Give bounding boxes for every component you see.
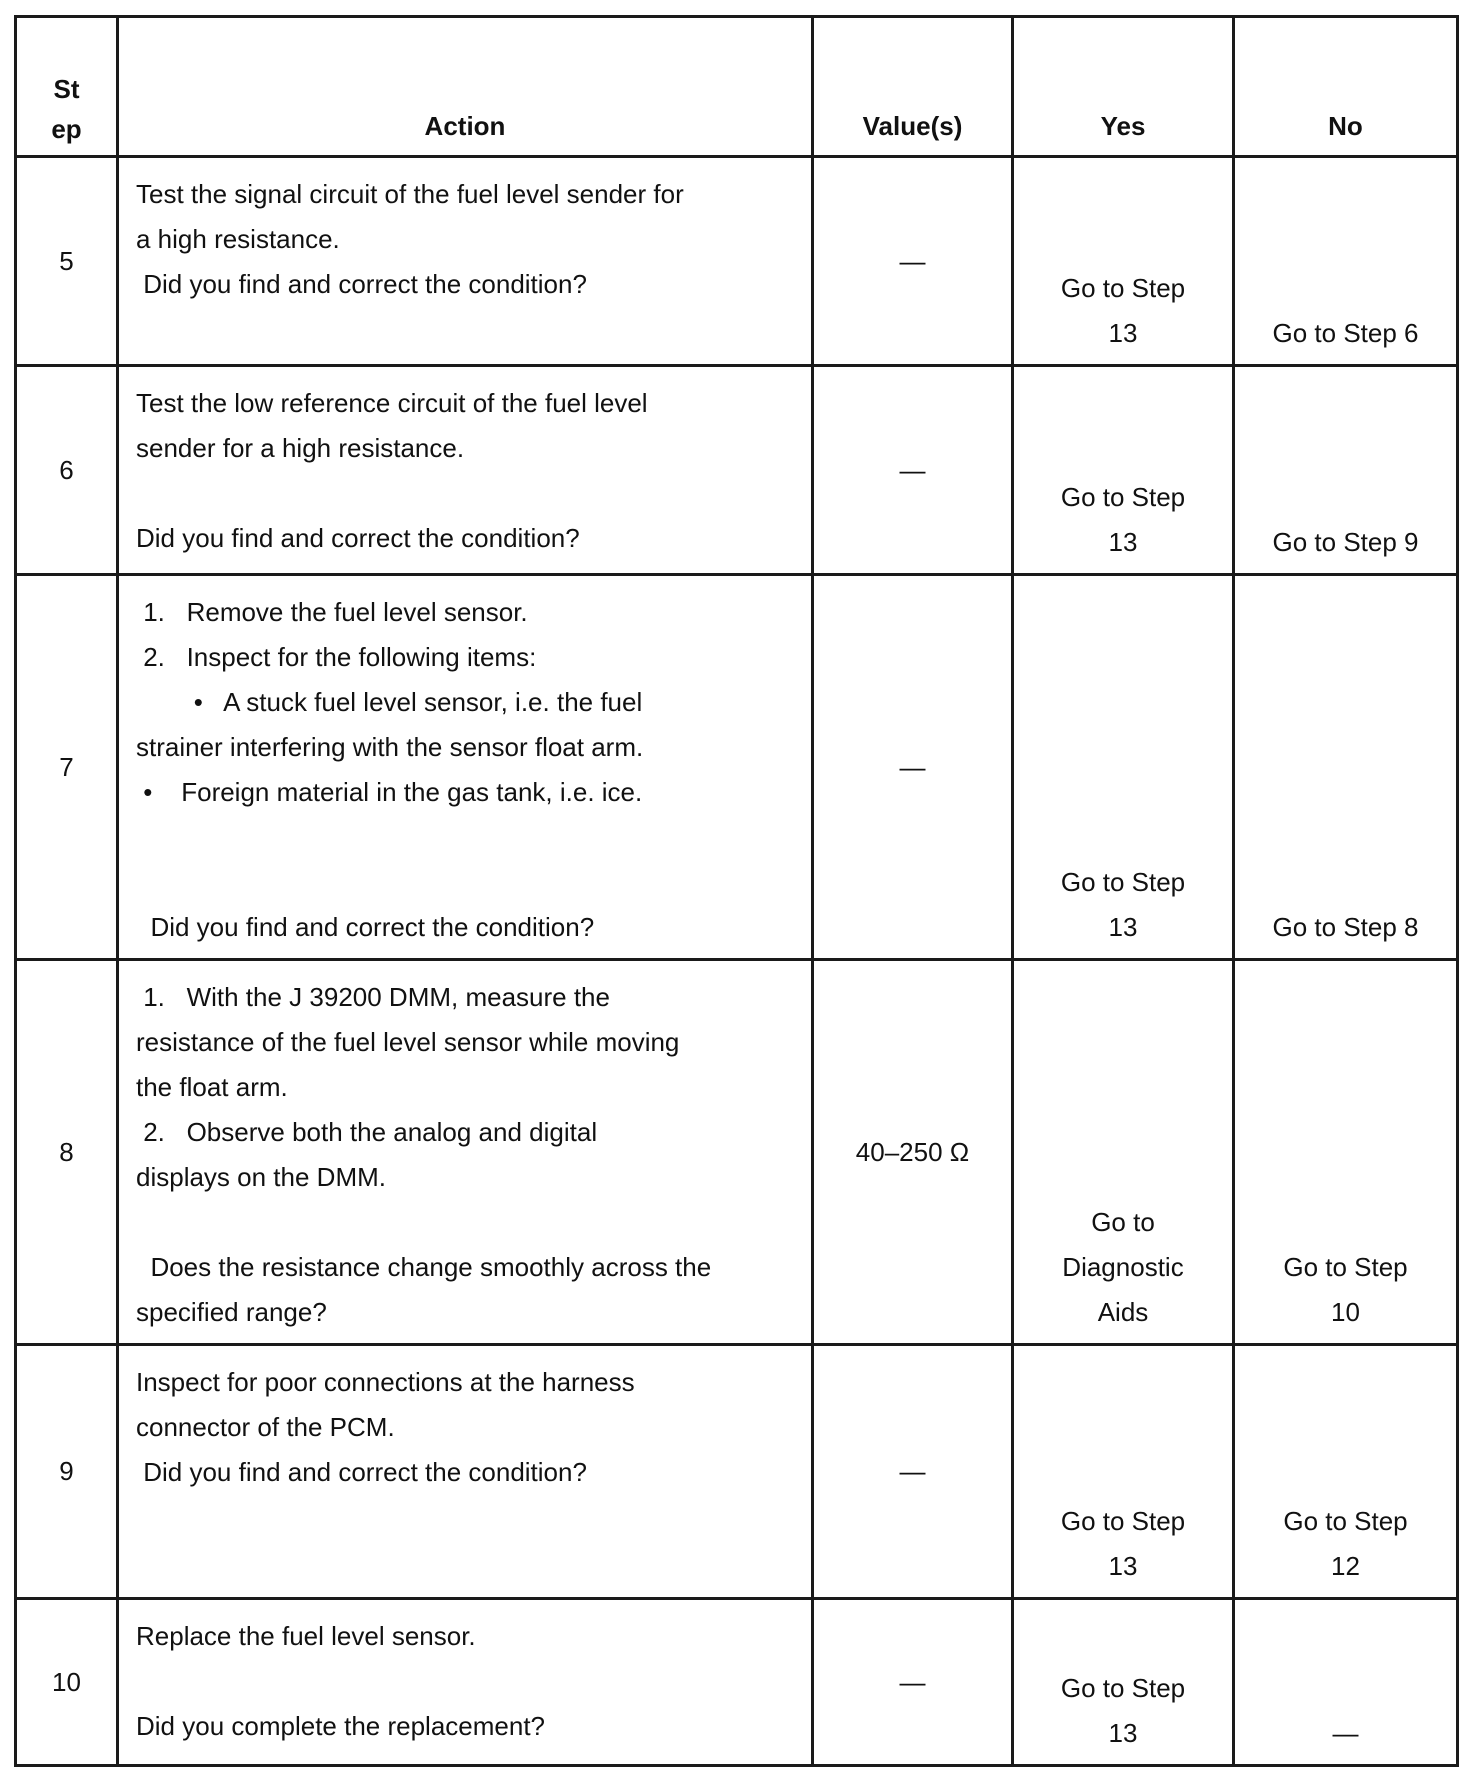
step-cell (16, 1599, 118, 1766)
yes-line: Go to Step (1060, 1673, 1186, 1703)
diagnostic-table (14, 15, 1459, 1767)
header-action: Action (118, 17, 813, 157)
action-line: displays on the DMM. (136, 1162, 386, 1192)
value-cell (813, 1345, 1013, 1599)
action-line: Did you find and correct the condition? (136, 1457, 587, 1487)
yes-line: Go to Step (1060, 482, 1186, 512)
yes-line: Go to (1091, 1207, 1155, 1237)
header-row (16, 17, 1458, 157)
action-line (136, 471, 795, 516)
yes-line: Go to Step (1060, 273, 1186, 303)
step-number: 10 (52, 1666, 81, 1697)
no-line: Go to Step 9 (1272, 527, 1419, 557)
yes-line: 13 (1108, 1718, 1138, 1748)
action-line: resistance of the fuel level sensor while moving (136, 1027, 680, 1057)
action-line: connector of the PCM. (136, 1412, 395, 1442)
action-line: Did you find and correct the condition? (136, 269, 587, 299)
header-yes: Yes (1013, 17, 1234, 157)
yes-line: 13 (1108, 527, 1138, 557)
table-row (16, 1345, 1458, 1599)
no-cell (1234, 157, 1458, 366)
action-line: sender for a high resistance. (136, 433, 465, 463)
yes-line: Aids (1097, 1297, 1149, 1327)
table-row (16, 575, 1458, 960)
no-cell (1234, 1599, 1458, 1766)
action-line: 1. With the J 39200 DMM, measure the (136, 982, 610, 1012)
action-line: strainer interfering with the sensor float arm. (136, 732, 644, 762)
action-cell (118, 366, 813, 575)
step-cell (16, 157, 118, 366)
action-cell (118, 157, 813, 366)
no-cell (1234, 366, 1458, 575)
no-line: — (1332, 1718, 1359, 1748)
action-cell (118, 1599, 813, 1766)
no-cell (1234, 575, 1458, 960)
header-no: No (1234, 17, 1458, 157)
table-row (16, 157, 1458, 366)
action-line: specified range? (136, 1297, 327, 1327)
action-cell (118, 960, 813, 1345)
step-cell (16, 575, 118, 960)
value-cell (813, 366, 1013, 575)
action-line: • Foreign material in the gas tank, i.e. ice. (136, 777, 643, 807)
step-cell (16, 960, 118, 1345)
step-number: 7 (59, 751, 74, 782)
no-cell (1234, 1345, 1458, 1599)
action-line (136, 1200, 795, 1245)
action-line: a high resistance. (136, 224, 340, 254)
value-text: 40–250 Ω (855, 1136, 970, 1167)
yes-line: Go to Step (1060, 867, 1186, 897)
no-line: Go to Step 6 (1272, 318, 1419, 348)
action-line: Does the resistance change smoothly across the (136, 1252, 712, 1282)
yes-line: Diagnostic (1062, 1252, 1184, 1282)
step-number: 5 (59, 245, 74, 276)
action-line: • A stuck fuel level sensor, i.e. the fuel (136, 687, 643, 717)
action-line: the float arm. (136, 1072, 288, 1102)
action-line: Test the signal circuit of the fuel level sender for (136, 179, 684, 209)
action-line: Replace the fuel level sensor. (136, 1621, 476, 1651)
yes-cell (1013, 575, 1234, 960)
header-step (16, 17, 118, 157)
no-line: Go to Step 8 (1272, 912, 1419, 942)
yes-line: Go to Step (1060, 1506, 1186, 1536)
action-line: Did you find and correct the condition? (136, 912, 595, 942)
yes-cell (1013, 366, 1234, 575)
value-text: — (899, 751, 926, 782)
action-line: 1. Remove the fuel level sensor. (136, 597, 528, 627)
header-step-label: St ep (51, 74, 82, 144)
value-text: — (899, 1456, 926, 1486)
action-line: Did you complete the replacement? (136, 1711, 546, 1741)
yes-cell (1013, 157, 1234, 366)
action-line (136, 860, 795, 905)
action-line: Test the low reference circuit of the fuel level (136, 388, 648, 418)
no-line: Go to Step (1283, 1506, 1408, 1536)
value-text: — (899, 1666, 926, 1697)
step-cell (16, 1345, 118, 1599)
no-line: 10 (1331, 1297, 1360, 1327)
yes-cell (1013, 1345, 1234, 1599)
action-line: 2. Observe both the analog and digital (136, 1117, 598, 1147)
header-values: Value(s) (813, 17, 1013, 157)
yes-cell (1013, 1599, 1234, 1766)
step-number: 8 (59, 1136, 74, 1167)
table-row (16, 960, 1458, 1345)
value-cell (813, 157, 1013, 366)
value-cell (813, 1599, 1013, 1766)
action-cell (118, 575, 813, 960)
yes-line: 13 (1108, 318, 1138, 348)
no-line: 12 (1331, 1551, 1360, 1581)
action-cell (118, 1345, 813, 1599)
no-line: Go to Step (1283, 1252, 1408, 1282)
value-text: — (899, 454, 926, 485)
action-line (136, 1659, 795, 1704)
step-number: 9 (59, 1456, 74, 1486)
value-text: — (899, 245, 926, 276)
table-row (16, 366, 1458, 575)
table-row (16, 1599, 1458, 1766)
action-line: Did you find and correct the condition? (136, 523, 580, 553)
action-line: Inspect for poor connections at the harness (136, 1367, 635, 1397)
value-cell (813, 960, 1013, 1345)
yes-line: 13 (1108, 912, 1138, 942)
yes-cell (1013, 960, 1234, 1345)
value-cell (813, 575, 1013, 960)
action-line: 2. Inspect for the following items: (136, 642, 537, 672)
step-cell (16, 366, 118, 575)
yes-line: 13 (1108, 1551, 1138, 1581)
no-cell (1234, 960, 1458, 1345)
step-number: 6 (59, 454, 74, 485)
action-line (136, 815, 795, 860)
